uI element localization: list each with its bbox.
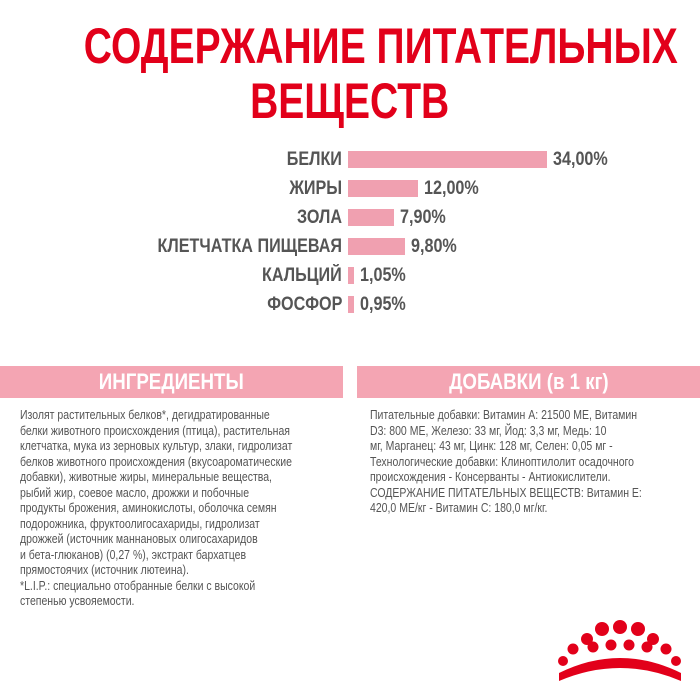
ingredients-line: степенью усвояемости.	[20, 594, 135, 608]
additives-text	[370, 408, 694, 517]
category-label: ЖИРЫ	[289, 178, 342, 199]
ingredients-line: *L.I.P.: специально отобранные белки с высокой	[20, 578, 256, 593]
ingredients-line: прямостоячих (источник лютеина).	[20, 563, 189, 577]
category-label: КЛЕТЧАТКА ПИЩЕВАЯ	[157, 236, 342, 257]
ingredients-line: подорожника, фруктоолигосахариды, гидролизат	[20, 516, 260, 531]
value-label: 0,95%	[359, 294, 406, 315]
bar-5	[348, 296, 354, 313]
category-label: КАЛЬЦИЙ	[262, 265, 342, 286]
ingredients-line: Изолят растительных белков*, дегидратированные	[20, 408, 270, 422]
additives-line: D3: 800 МЕ, Железо: 33 мг, Йод: 3,3 мг, Медь: 10	[370, 423, 607, 438]
ingredients-line: и бета-глюканов) (0,27 %), экстракт бархатцев	[20, 547, 247, 562]
ingredients-line: белки животного происхождения (птица), растительная	[20, 423, 290, 438]
bar-4	[348, 267, 354, 284]
ingredients-line: дрожжей (источник маннановых олигосахаридов	[20, 532, 258, 546]
value-label: 9,80%	[411, 236, 458, 257]
ingredients-line: клетчатка, мука из зерновых культур, злаки, гидролизат	[20, 439, 293, 453]
ingredients-header: ИНГРЕДИЕНТЫ	[0, 366, 343, 398]
ingredients-text	[20, 408, 344, 610]
additives-line: СОДЕРЖАНИЕ ПИТАТЕЛЬНЫХ ВЕЩЕСТВ: Витамин Е:	[370, 485, 642, 500]
additives-line: Технологические добавки: Клиноптилолит осадочного	[370, 454, 634, 469]
nutrient-bar-chart	[0, 0, 700, 330]
ingredients-line: рыбий жир, соевое масло, дрожжи и побочные	[20, 485, 250, 500]
value-label: 1,05%	[360, 265, 406, 286]
ingredients-line: белков животного происхождения (вкусоароматические	[20, 454, 292, 469]
category-label: БЕЛКИ	[286, 149, 342, 170]
additives-line: Питательные добавки: Витамин А: 21500 МЕ, Витамин	[370, 408, 638, 422]
page-title-line-2: ВЕЩЕСТВ	[250, 73, 450, 129]
additives-header: ДОБАВКИ (в 1 кг)	[357, 366, 700, 398]
value-label: 7,90%	[400, 207, 447, 228]
additives-line: мг, Марганец: 43 мг, Цинк: 128 мг, Селен: 0,05 мг -	[370, 439, 613, 453]
royal-canin-crown-icon	[545, 615, 685, 690]
category-label: ЗОЛА	[296, 207, 342, 228]
bar-2	[348, 209, 394, 226]
bar-3	[348, 238, 405, 255]
ingredients-line: продукты брожения, аминокислоты, оболочка семян	[20, 501, 277, 515]
bar-0	[348, 151, 547, 168]
bar-1	[348, 180, 418, 197]
additives-line: происхождения - Консерванты - Антиокислители.	[370, 470, 611, 484]
ingredients-line: добавки), животные жиры, минеральные вещества,	[20, 470, 272, 484]
value-label: 34,00%	[553, 149, 608, 170]
additives-line: 420,0 МЕ/кг - Витамин С: 180,0 мг/кг.	[370, 501, 548, 515]
value-label: 12,00%	[424, 178, 480, 199]
category-label: ФОСФОР	[266, 294, 342, 315]
page-title-line-1: СОДЕРЖАНИЕ ПИТАТЕЛЬНЫХ	[83, 18, 678, 74]
